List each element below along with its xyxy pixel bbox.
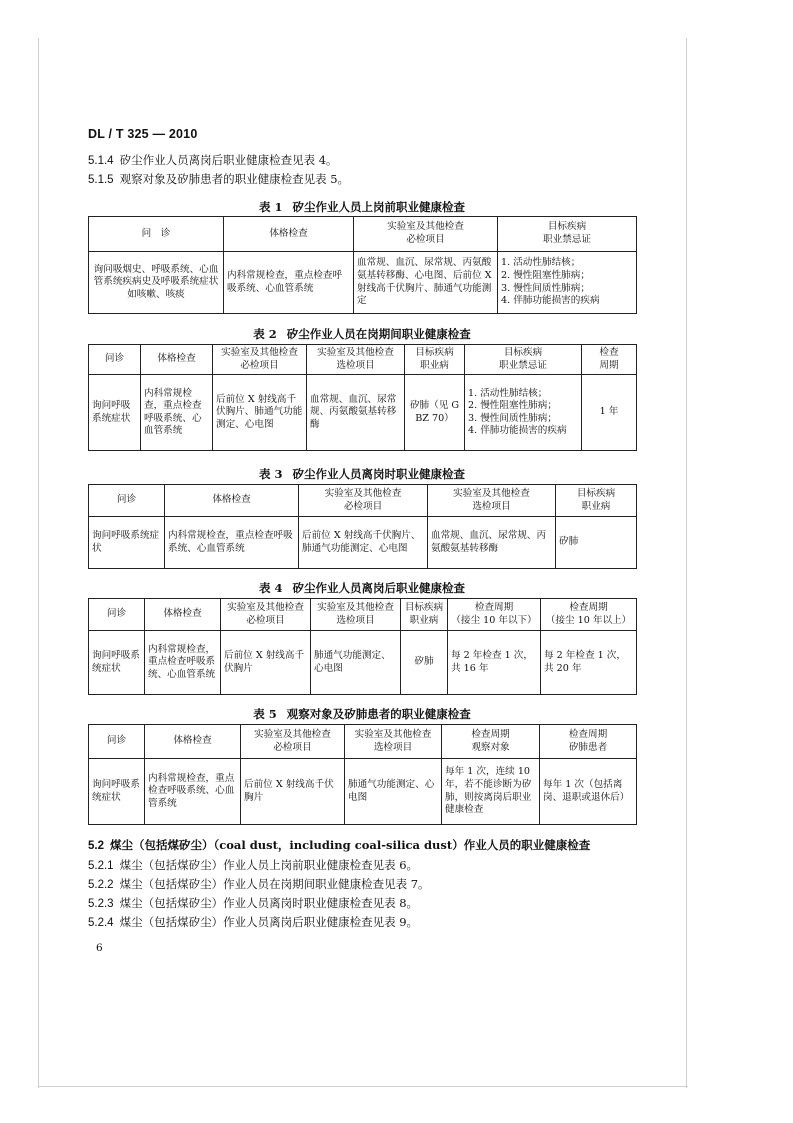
table-header-row [89,217,637,252]
header-cell: 体格检查 [141,345,213,375]
header-cell: 实验室及其他检查 必检项目 [221,599,311,631]
header-cell: 目标疾病 职业禁忌证 [498,217,637,252]
section-title: 煤尘（包括煤矽尘）（coal dust，including coal-silica dust）作业人员的职业健康检查 [110,838,591,852]
table-header-row [89,485,637,517]
table-row [89,517,637,569]
table-cell: 血常规、血沉、尿常规、丙氨酸氨基转移酶 [428,517,556,569]
table-cell: 后前位 X 射线高千伏胸片 [241,759,345,825]
table-number: 表 1 [258,200,283,214]
table-3-caption [88,466,636,482]
table-cell: 询问吸烟史、呼吸系统、心血管系统疾病史及呼吸系统症状如咳嗽、咳痰 [89,252,224,314]
header-cell: 检查 周期 [582,345,637,375]
standard-number-header: DL / T 325 — 2010 [88,127,198,141]
table-cell: 每年 1 次（包括离岗、退职或退休后） [540,759,637,825]
table-cell: 矽肺 [556,517,637,569]
clause-text: 矽尘作业人员离岗后职业健康检查见表 4。 [119,153,338,167]
table-cell: 肺通气功能测定、心电图 [311,631,401,695]
header-cell: 问诊 [89,485,165,517]
table-row [89,375,637,451]
clause-5-2-1 [88,857,418,873]
table-row [89,631,637,695]
clause-5-1-4 [88,152,338,168]
bottom-margin-rule [38,1086,688,1087]
table-3 [88,484,637,569]
clause-5-1-5 [88,171,349,187]
table-cell: 内科常规检查，重点检查呼吸系统、心血管系统 [145,759,241,825]
table-header-row [89,599,637,631]
table-1 [88,216,637,314]
table-cell: 1. 活动性肺结核； 2. 慢性阻塞性肺病； 3. 慢性间质性肺病； 4. 伴肺功能损害的疾病 [498,252,637,314]
header-cell: 实验室及其他检查 必检项目 [241,725,345,759]
table-5 [88,724,637,825]
section-number: 5.2 [88,840,104,852]
header-cell: 问 诊 [89,217,224,252]
table-cell: 询问呼吸系统症状 [89,375,141,451]
header-cell: 实验室及其他检查 必检项目 [299,485,428,517]
header-cell: 实验室及其他检查 选检项目 [428,485,556,517]
section-5-2-heading [88,837,590,853]
header-cell: 体格检查 [165,485,299,517]
header-cell: 检查周期 观察对象 [442,725,540,759]
table-title: 矽尘作业人员在岗期间职业健康检查 [286,327,471,341]
table-cell: 后前位 X 射线高千伏胸片、肺通气功能测定、心电图 [299,517,428,569]
header-cell: 目标疾病 职业病 [401,599,448,631]
header-cell: 目标疾病 职业禁忌证 [465,345,582,375]
table-4 [88,598,637,695]
table-title: 观察对象及矽肺患者的职业健康检查 [286,707,471,721]
table-row [89,252,637,314]
clause-text: 煤尘（包括煤矽尘）作业人员离岗后职业健康检查见表 9。 [119,915,419,929]
table-number: 表 5 [253,707,277,721]
table-cell: 内科常规检查，重点检查呼吸系统、心血管系统 [224,252,354,314]
table-2-caption [88,326,636,342]
table-cell: 后前位 X 射线高千伏胸片 [221,631,311,695]
table-number: 表 4 [258,581,283,595]
table-2 [88,344,637,451]
header-cell: 体格检查 [145,725,241,759]
table-title: 矽尘作业人员上岗前职业健康检查 [292,200,465,214]
clause-number: 5.2.2 [88,879,114,891]
clause-number: 5.2.3 [88,898,114,910]
table-cell: 1 年 [582,375,637,451]
header-cell: 问诊 [89,599,145,631]
page-number: 6 [96,942,103,954]
header-cell: 检查周期 （接尘 10 年以上） [541,599,637,631]
table-cell: 矽肺（见 GBZ 70） [405,375,465,451]
table-cell: 内科常规检查，重点检查呼吸系统、心血管系统 [141,375,213,451]
clause-text: 观察对象及矽肺患者的职业健康检查见表 5。 [119,172,350,186]
table-number: 表 2 [253,327,277,341]
right-margin-rule [686,38,687,1088]
clause-5-2-4 [88,914,418,930]
table-cell: 矽肺 [401,631,448,695]
table-cell: 血常规、血沉、尿常规、丙氨酸氨基转移酶 [307,375,405,451]
header-cell: 实验室及其他检查 选检项目 [345,725,442,759]
header-cell: 检查周期 矽肺患者 [540,725,637,759]
clause-5-2-3 [88,895,418,911]
table-cell: 1. 活动性肺结核； 2. 慢性阻塞性肺病； 3. 慢性间质性肺病； 4. 伴肺功能损害的疾病 [465,375,582,451]
table-cell: 内科常规检查，重点检查呼吸系统、心血管系统 [165,517,299,569]
clause-text: 煤尘（包括煤矽尘）作业人员离岗时职业健康检查见表 8。 [119,896,419,910]
table-header-row [89,345,637,375]
table-cell: 后前位 X 射线高千伏胸片、肺通气功能测定、心电图 [213,375,307,451]
header-cell: 体格检查 [224,217,354,252]
table-5-caption [88,706,636,722]
header-cell: 实验室及其他检查 选检项目 [311,599,401,631]
table-title: 矽尘作业人员离岗时职业健康检查 [292,467,465,481]
clause-number: 5.2.1 [88,860,114,872]
table-cell: 内科常规检查，重点检查呼吸系统、心血管系统 [145,631,221,695]
clause-number: 5.2.4 [88,917,114,929]
header-cell: 检查周期 （接尘 10 年以下） [448,599,541,631]
table-4-caption [88,580,636,596]
table-1-caption [88,199,636,215]
header-cell: 问诊 [89,725,145,759]
clause-text: 煤尘（包括煤矽尘）作业人员上岗前职业健康检查见表 6。 [119,858,419,872]
table-cell: 每 2 年检查 1 次，共 20 年 [541,631,637,695]
table-header-row [89,725,637,759]
header-cell: 问诊 [89,345,141,375]
header-cell: 目标疾病 职业病 [405,345,465,375]
left-margin-rule [38,38,39,1088]
table-cell: 每年 1 次，连续 10 年，若不能诊断为矽肺，则按离岗后职业健康检查 [442,759,540,825]
clause-number: 5.1.5 [88,174,114,186]
header-cell: 实验室及其他检查 必检项目 [354,217,498,252]
table-cell: 询问呼吸系统症状 [89,759,145,825]
table-cell: 血常规、血沉、尿常规、丙氨酸氨基转移酶、心电图、后前位 X 射线高千伏胸片、肺通气功能测定 [354,252,498,314]
header-cell: 目标疾病 职业病 [556,485,637,517]
table-row [89,759,637,825]
table-number: 表 3 [258,467,283,481]
header-cell: 实验室及其他检查 必检项目 [213,345,307,375]
table-cell: 每 2 年检查 1 次，共 16 年 [448,631,541,695]
table-title: 矽尘作业人员离岗后职业健康检查 [292,581,465,595]
header-cell: 实验室及其他检查 选检项目 [307,345,405,375]
clause-5-2-2 [88,876,430,892]
table-cell: 肺通气功能测定、心电图 [345,759,442,825]
header-cell: 体格检查 [145,599,221,631]
table-cell: 询问呼吸系统症状 [89,517,165,569]
table-cell: 询问呼吸系统症状 [89,631,145,695]
clause-text: 煤尘（包括煤矽尘）作业人员在岗期间职业健康检查见表 7。 [119,877,430,891]
clause-number: 5.1.4 [88,155,114,167]
